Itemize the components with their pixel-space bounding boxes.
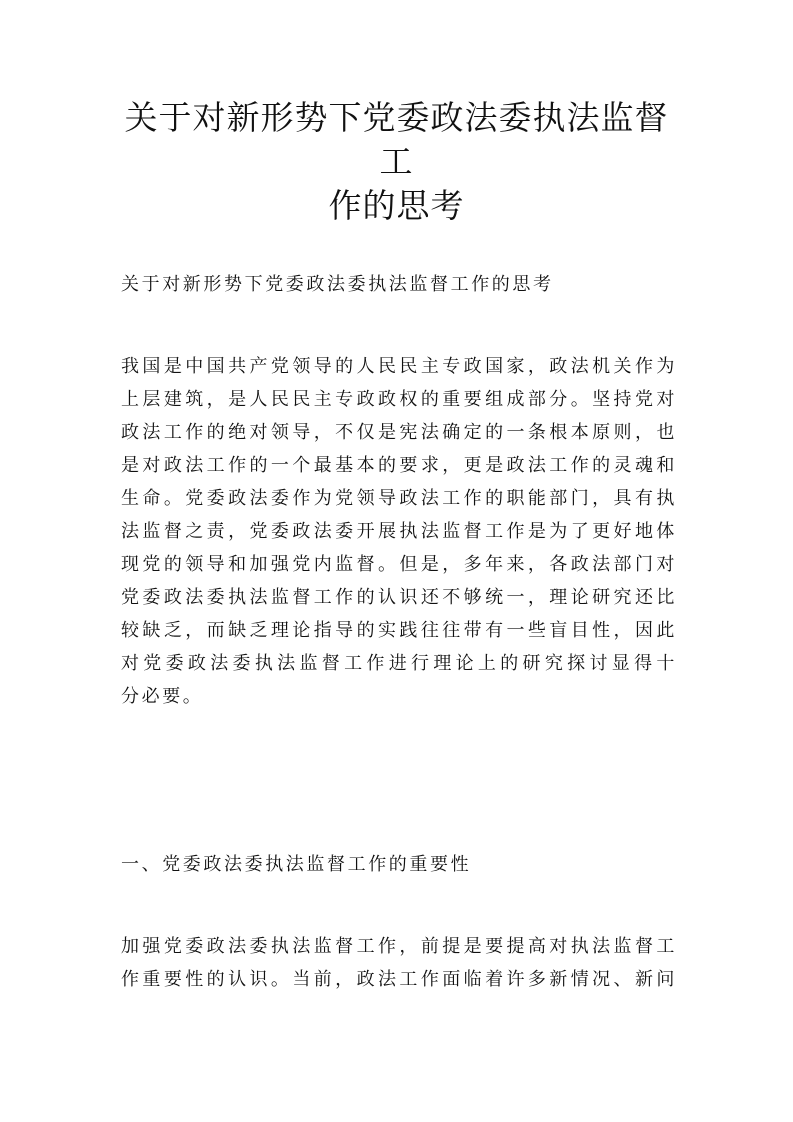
paragraph-1-line: 党委政法委执法监督工作的认识还不够统一，理论研究还比 xyxy=(121,587,677,608)
paragraph-1-line: 上层建筑，是人民民主专政政权的重要组成部分。坚持党对 xyxy=(121,389,677,410)
paragraph-1-line: 我国是中国共产党领导的人民民主专政国家，政法机关作为 xyxy=(121,356,677,377)
paragraph-2-line: 加强党委政法委执法监督工作，前提是要提高对执法监督工 xyxy=(121,936,677,957)
document-subtitle: 关于对新形势下党委政法委执法监督工作的思考 xyxy=(121,274,554,295)
paragraph-2 xyxy=(121,930,677,996)
paragraph-2-line: 作重要性的认识。当前，政法工作面临着许多新情况、新问 xyxy=(121,969,677,990)
paragraph-1-line: 是对政法工作的一个最基本的要求，更是政法工作的灵魂和 xyxy=(121,455,677,476)
paragraph-1-line: 较缺乏，而缺乏理论指导的实践往往带有一些盲目性，因此 xyxy=(121,620,677,641)
paragraph-1-line: 政法工作的绝对领导，不仅是宪法确定的一条根本原则，也 xyxy=(121,422,677,443)
document-title-line-1: 关于对新形势下党委政法委执法监督工 xyxy=(124,98,669,181)
paragraph-1-line: 现党的领导和加强党内监督。但是，多年来，各政法部门对 xyxy=(121,554,677,575)
paragraph-1-line: 对党委政法委执法监督工作进行理论上的研究探讨显得十 xyxy=(121,653,677,674)
document-title-line-2: 作的思考 xyxy=(328,186,465,225)
section-heading-1: 一、党委政法委执法监督工作的重要性 xyxy=(121,854,472,875)
paragraph-1 xyxy=(121,350,677,713)
document-title xyxy=(110,96,683,228)
paragraph-1-line: 法监督之责，党委政法委开展执法监督工作是为了更好地体 xyxy=(121,521,677,542)
paragraph-1-line: 生命。党委政法委作为党领导政法工作的职能部门，具有执 xyxy=(121,488,677,509)
paragraph-1-line: 分必要。 xyxy=(121,686,204,707)
